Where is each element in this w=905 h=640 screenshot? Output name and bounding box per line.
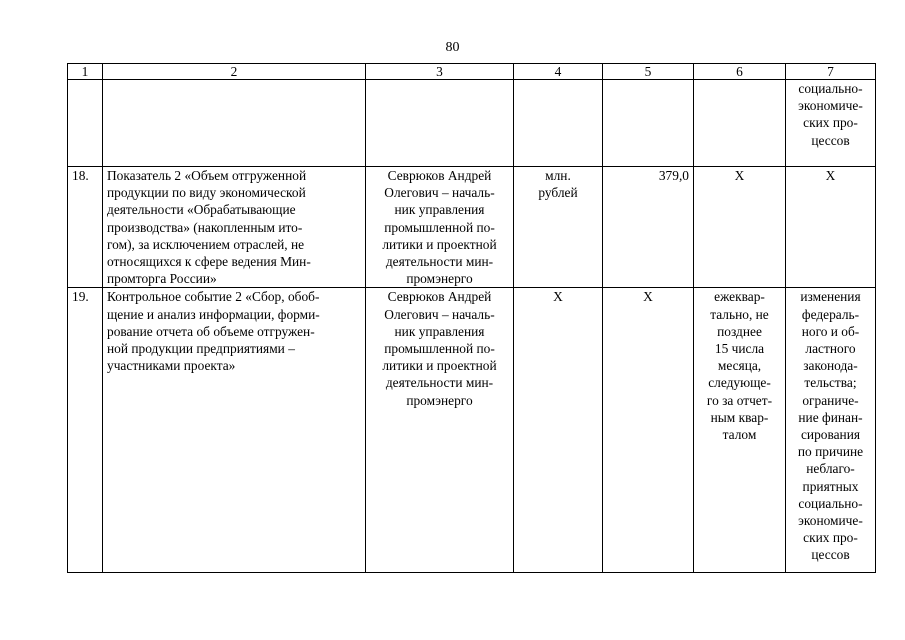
column-header: 3 xyxy=(366,64,514,80)
responsible-cell xyxy=(366,167,514,288)
risks-cell-line: социально- xyxy=(798,81,863,96)
responsible-cell-line: деятельности мин- xyxy=(385,254,494,270)
column-header: 6 xyxy=(694,64,786,80)
risks-cell-line: неблаго- xyxy=(806,461,855,477)
responsible-cell-line: ник управления xyxy=(394,323,485,339)
risks-cell-line: цессов xyxy=(811,547,850,563)
responsible-cell-line: Севрюков Андрей xyxy=(387,289,492,305)
risks-cell-line: социально- xyxy=(798,495,863,511)
page-number: 80 xyxy=(445,40,460,55)
unit-cell-line: Х xyxy=(553,289,563,305)
deadline-cell-line: следующе- xyxy=(708,375,771,391)
name-cell-line: промторга России» xyxy=(107,271,217,287)
deadline-cell-line: позднее xyxy=(717,323,762,339)
deadline-cell-line: талом xyxy=(722,427,757,443)
name-cell xyxy=(103,167,366,288)
name-cell-line: Контрольное событие 2 «Сбор, обоб- xyxy=(107,289,320,305)
risks-cell-line: сирования xyxy=(800,427,861,443)
responsible-cell-line: промышленной по- xyxy=(384,341,495,357)
name-cell-line: относящихся к сфере ведения Мин- xyxy=(107,254,311,270)
name-cell-line: продукции по виду экономической xyxy=(107,185,306,201)
risks-cell-line: по причине xyxy=(797,444,864,460)
deadline-cell xyxy=(694,288,786,573)
responsible-cell-line: промэнерго xyxy=(406,271,473,287)
name-cell xyxy=(103,288,366,573)
name-cell-line: деятельности «Обрабатывающие xyxy=(107,202,296,218)
table-row xyxy=(68,288,876,573)
risks-cell-line: приятных xyxy=(802,478,859,494)
name-cell-line: щение и анализ информации, форми- xyxy=(107,306,320,322)
deadline-cell-line: месяца, xyxy=(717,358,762,374)
indicator-table xyxy=(67,63,876,573)
name-cell-line: производства» (накопленным ито- xyxy=(107,219,303,235)
row-number-cell xyxy=(68,80,103,167)
name-cell xyxy=(103,80,366,167)
risks-cell-line: ластного xyxy=(805,341,856,357)
deadline-cell-line: Х xyxy=(734,168,745,183)
deadline-cell xyxy=(694,167,786,288)
risks-cell-line: федераль- xyxy=(801,306,860,322)
risks-cell xyxy=(786,288,876,573)
risks-cell-line: ограниче- xyxy=(802,392,859,408)
responsible-cell xyxy=(366,80,514,167)
risks-cell-line: ских про- xyxy=(803,530,858,546)
header-row xyxy=(68,64,876,80)
deadline-cell-line: 15 числа xyxy=(714,341,765,357)
responsible-cell-line: литики и проектной xyxy=(382,236,497,252)
name-cell-line: Показатель 2 «Объем отгруженной xyxy=(107,168,307,183)
risks-cell-line: Х xyxy=(825,168,836,183)
column-header: 2 xyxy=(103,64,366,80)
row-number-cell: 18. xyxy=(68,167,103,288)
deadline-cell-line: ным квар- xyxy=(710,409,769,425)
responsible-cell-line: промэнерго xyxy=(406,392,473,408)
deadline-cell-line: тально, не xyxy=(710,306,769,322)
unit-cell-line: рублей xyxy=(538,185,578,201)
name-cell-line: гом), за исключением отраслей, не xyxy=(107,236,305,252)
risks-cell-line: ских про- xyxy=(803,115,858,131)
responsible-cell-line: литики и проектной xyxy=(382,358,497,374)
risks-cell-line: изменения xyxy=(800,289,861,305)
deadline-cell-line: го за отчет- xyxy=(706,392,773,408)
responsible-cell xyxy=(366,288,514,573)
value-cell xyxy=(603,80,694,167)
risks-cell-line: законода- xyxy=(803,358,858,374)
name-cell-line: участниками проекта» xyxy=(107,358,236,374)
unit-cell xyxy=(514,167,603,288)
risks-cell-line: ного и об- xyxy=(801,323,860,339)
value-cell: Х xyxy=(603,288,694,573)
unit-cell xyxy=(514,288,603,573)
responsible-cell-line: Олегович – началь- xyxy=(384,306,495,322)
deadline-cell-line: ежеквар- xyxy=(714,289,765,305)
column-header: 1 xyxy=(68,64,103,80)
risks-cell-line: экономиче- xyxy=(798,98,863,114)
name-cell-line: рование отчета об объеме отгружен- xyxy=(107,323,315,339)
value-cell: 379,0 xyxy=(603,167,694,288)
name-cell-line: ной продукции предприятиями – xyxy=(107,341,295,357)
risks-cell-line: ние финан- xyxy=(798,409,863,425)
responsible-cell-line: деятельности мин- xyxy=(385,375,494,391)
risks-cell-line: экономиче- xyxy=(798,513,863,529)
deadline-cell xyxy=(694,80,786,167)
row-number-cell: 19. xyxy=(68,288,103,573)
responsible-cell-line: Олегович – началь- xyxy=(384,185,495,201)
risks-cell-line: цессов xyxy=(811,132,850,148)
responsible-cell-line: промышленной по- xyxy=(384,219,495,235)
unit-cell xyxy=(514,80,603,167)
risks-cell-line: тельства; xyxy=(804,375,857,391)
risks-cell xyxy=(786,80,876,167)
column-header: 7 xyxy=(786,64,876,80)
table-row xyxy=(68,167,876,288)
table-row xyxy=(68,80,876,167)
unit-cell-line: млн. xyxy=(545,168,571,183)
responsible-cell-line: ник управления xyxy=(394,202,485,218)
risks-cell xyxy=(786,167,876,288)
column-header: 4 xyxy=(514,64,603,80)
column-header: 5 xyxy=(603,64,694,80)
responsible-cell-line: Севрюков Андрей xyxy=(387,168,492,183)
